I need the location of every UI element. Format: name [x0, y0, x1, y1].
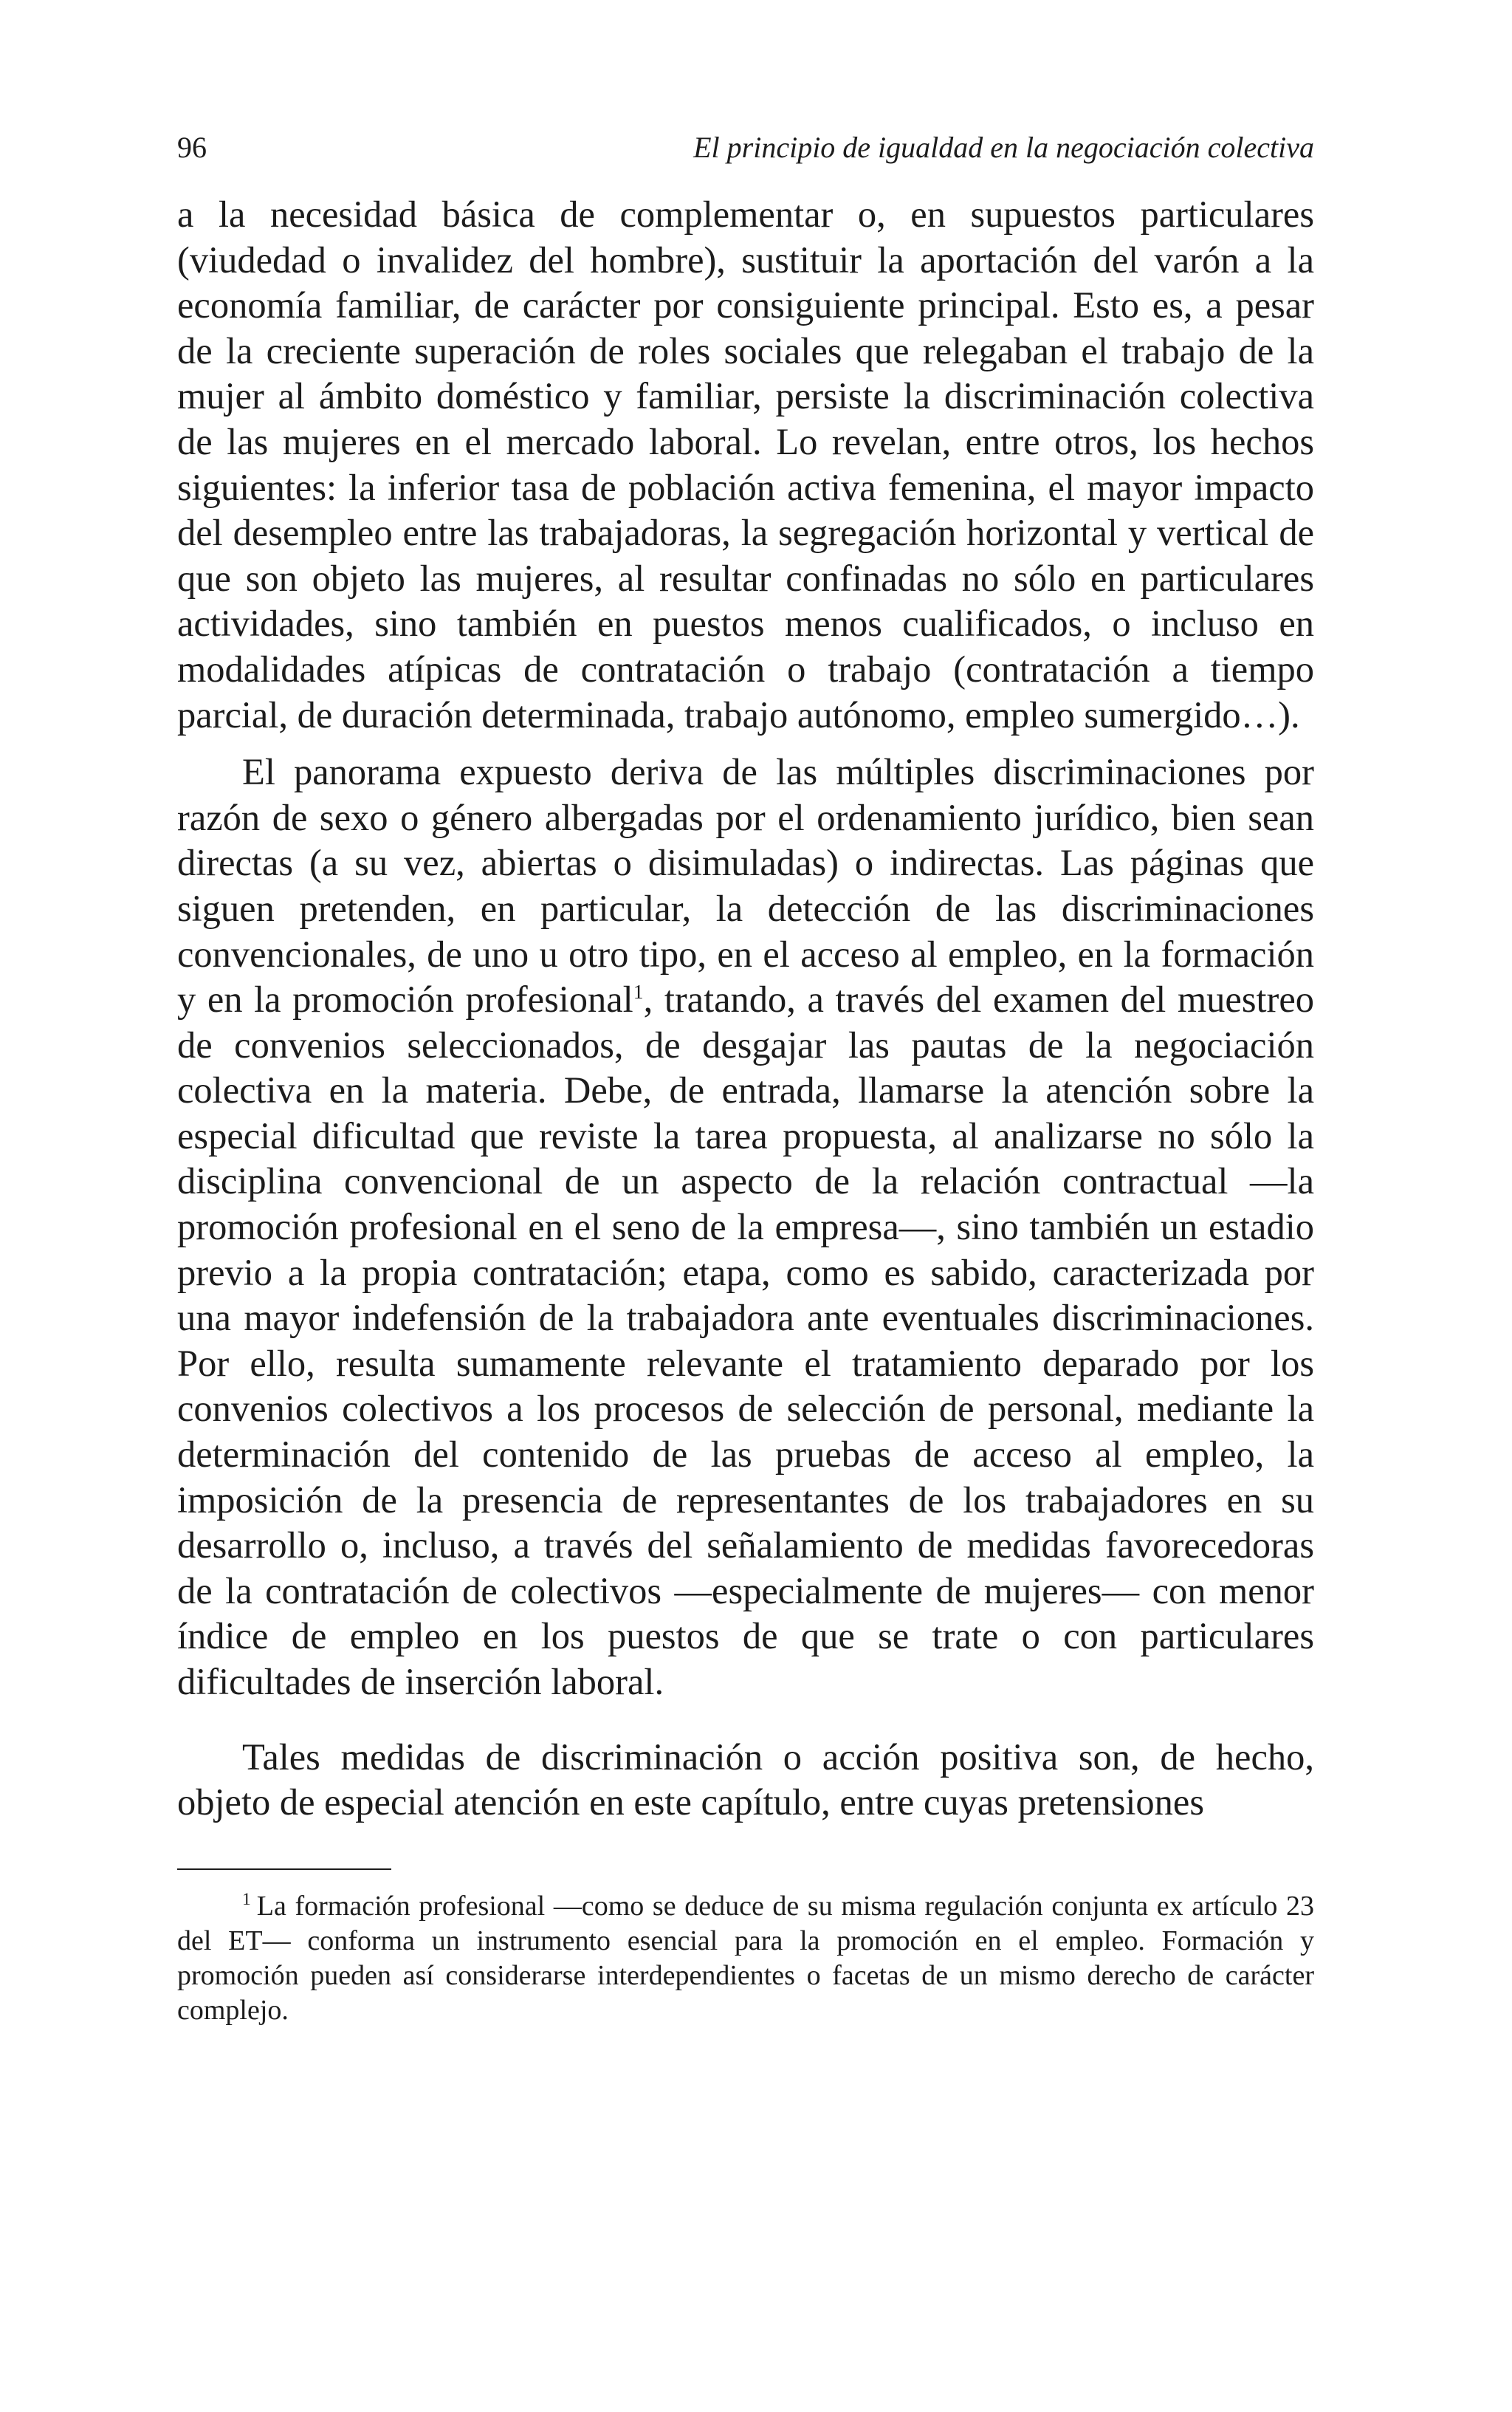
footnote-1	[177, 1889, 1314, 2028]
running-head	[177, 126, 1314, 170]
book-page	[177, 126, 1314, 2028]
running-title: El principio de igualdad en la negociación colectiva	[693, 131, 1314, 164]
body-text	[177, 192, 1314, 1826]
paragraph-1: a la necesidad básica de complementar o, en supuestos particulares (viudedad o invalidez del hombre), sustituir la aportación del varón a la economía familiar, de carácter por consiguiente principal. Esto es, a pesar de la creciente superación de roles sociales que relegaban el trabajo de la mujer al ámbito doméstico y familiar, persiste la discriminación colectiva de las mujeres en el mercado laboral. Lo revelan, entre otros, los hechos siguientes: la inferior tasa de población activa femenina, el mayor impacto del desempleo entre las trabajadoras, la segregación horizontal y vertical de que son objeto las mujeres, al resultar confinadas no sólo en particulares actividades, sino también en puestos menos cualificados, o incluso en modalidades atípicas de contratación o trabajo (contratación a tiempo parcial, de duración determinada, trabajo autónomo, empleo sumergido…).	[177, 193, 1314, 736]
footnote-marker: 1	[242, 1890, 251, 1910]
paragraph-2-part-a: El panorama expuesto deriva de las múltiples discriminaciones por razón de sexo o género albergadas por el ordenamiento jurídico, bien sean directas (a su vez, abiertas o disimuladas) o indirectas. Las páginas que siguen pretenden, en particular, la detección de las discriminaciones convencionales, de uno u otro tipo, en el acceso al empleo, en la formación y en la promoción profesional	[177, 751, 1314, 1021]
paragraph-3: Tales medidas de discriminación o acción positiva son, de hecho, objeto de especial atención en este capítulo, entre cuyas pretensiones	[177, 1736, 1314, 1823]
footnote-text: La formación profesional —como se deduce de su misma regulación conjunta ex artículo 23 del ET— conforma un instrumento esencial para la promoción en el empleo. Formación y promoción pueden así considerarse interdependientes o facetas de un mismo derecho de carácter complejo.	[177, 1890, 1314, 2026]
page-number: 96	[177, 131, 207, 164]
footnote-divider	[177, 1868, 391, 1870]
footnote	[177, 1889, 1314, 2028]
paragraph-2	[177, 750, 1314, 1704]
footnote-reference[interactable]: 1	[633, 981, 644, 1004]
paragraph-2-part-b: , tratando, a través del examen del muestreo de convenios seleccionados, de desgajar las pautas de la negociación colectiva en la materia. Debe, de entrada, llamarse la atención sobre la especial dificultad que reviste la tarea propuesta, al analizarse no sólo la disciplina convencional de un aspecto de la relación contractual —la promoción profesional en el seno de la empresa—, sino también un estadio previo a la propia contratación; etapa, como es sabido, caracterizada por una mayor indefensión de la trabajadora ante eventuales discriminaciones. Por ello, resulta sumamente relevante el tratamiento deparado por los convenios colectivos a los procesos de selección de personal, mediante la determinación del contenido de las pruebas de acceso al empleo, la imposición de la presencia de representantes de los trabajadores en su desarrollo o, incluso, a través del señalamiento de medidas favorecedoras de la contratación de colectivos —especialmente de mujeres— con menor índice de empleo en los puestos de que se trate o con particulares dificultades de inserción laboral.	[177, 979, 1314, 1702]
